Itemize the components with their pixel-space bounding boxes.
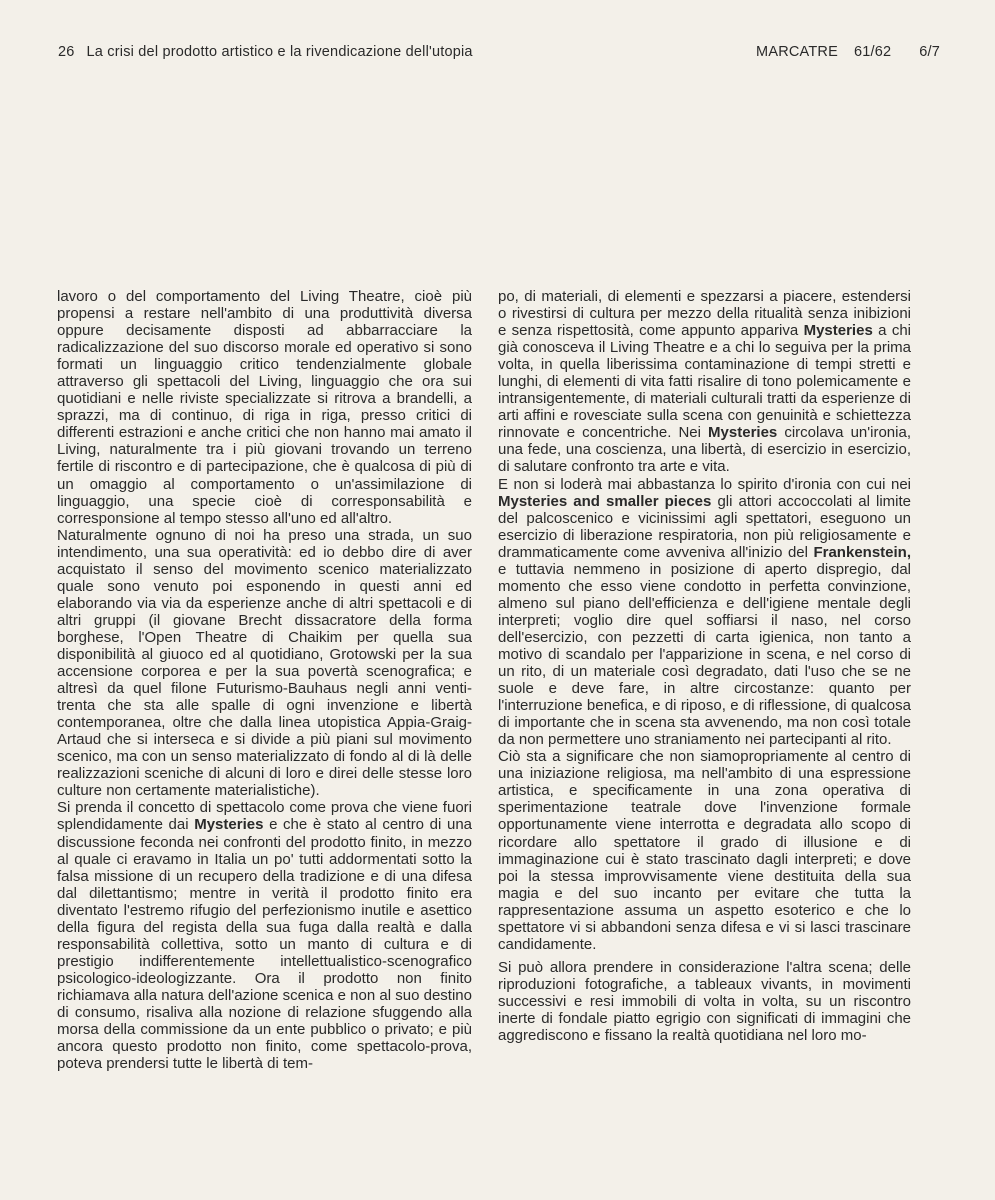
paragraph: Ciò sta a significare che non siamopropriamente al centro di una iniziazione religiosa, ma nell'ambito di una espressione artistica, e specificamente in una zona operativa di sperimentazione teatrale dove l'invenzione formale opportunamente viene interrotta e degradata allo scopo di ricordare allo spettatore il grado di illusione e di immaginazione cui è stato trascinato dagli interpreti; e dove poi la stessa improvvisamente viene destituita della sua magia e del suo incanto per evitare che tutta la rappresentazione assuma un aspetto esoterico e che lo spettatore vi si abbandoni senza difesa e vi si lasci trascinare candidamente. (498, 748, 911, 953)
issue-number: 61/62 (853, 44, 892, 60)
text-run: gli attori accoccolati al limite del palcoscenico e vicinissimi agli spettatori, eseguono un esercizio di liberazione respiratoria, non più religiosamente e drammaticamente come avveniva all'inizio del (498, 492, 911, 561)
text-run: E non si loderà mai abbastanza lo spirito d'ironia con cui nei (498, 475, 911, 493)
text-run: Si prenda il concetto di spettacolo come prova che viene fuori splendidamente dai (57, 799, 472, 834)
paragraph: lavoro o del comportamento del Living Theatre, cioè più propensi a restare nell'ambito di una produttività diversa oppure decisamente disposti ad abbarracciare la radicalizzazione del suo discorso morale ed operativo si sono formati un linguaggio critico tendenzialmente globale attraverso gli spettacoli del Living, linguaggio che ora sui quotidiani e nelle riviste specializzate si ritrova a brandelli, a sprazzi, ma di continuo, di riga in riga, presso critici di differenti estrazioni e anche critici che non hanno mai amato il Living, naturalmente tra i più giovani trovando un terreno fertile di riscontro e di partecipazione, che è qualcosa di più di un omaggio al comportamento o un'assimilazione di linguaggio, una specie cioè di corresponsabilità e corresponsione al tempo stesso all'uno ed all'altro. (57, 288, 472, 527)
bold-title: Frankenstein, (813, 543, 911, 561)
text-run: e tuttavia nemmeno in posizione di aperto dispregio, dal momento che esso viene condotto in perfetta convinzione, almeno sul piano dell'efficienza e dell'igiene mentale degli interpreti; voglio dire quel soffiarsi il naso, nel corso dell'esercizio, con pezzetti di carta igienica, non tanto a motivo di scandalo per l'apparizione in scena, e nel corso di un rito, di un materiale così degradato, dati l'uso che se ne suole e deve fare, in altre circostanze: quanto per l'interruzione benefica, e di riposo, e di riflessione, di qualcosa di importante che in scena sta avvenendo, ma non così totale da non permettere uno straniamento nei partecipanti al rito. (498, 560, 911, 749)
magazine-name: MARCATRE (756, 44, 838, 60)
paragraph (498, 288, 911, 476)
text-run: circolava un'ironia, una fede, una coscienza, una libertà, di esercizio in esercizio, di salutare confronto tra arte e vita. (498, 424, 911, 476)
header-left (58, 44, 473, 60)
header-right (756, 44, 940, 60)
issue-extra: 6/7 (919, 44, 940, 60)
bold-title: Mysteries (708, 424, 778, 442)
paragraph (498, 476, 911, 749)
text-run: po, di materiali, di elementi e spezzarsi a piacere, estendersi o rivestirsi di cultura per mezzo della ritualità senza inibizioni e senza rispettosità, come appunto appariva (498, 288, 911, 340)
bold-title: Mysteries and smaller pieces (498, 492, 712, 510)
paragraph: Naturalmente ognuno di noi ha preso una strada, un suo intendimento, una sua operatività: ed io debbo dire di aver acquistato il senso del movimento scenico materializzato quale sono venuto poi esponendo in questi anni ed elaborando via via da esperienze anche di altri spettacoli e di altri gruppi (il giovane Brecht dissacratore della forma borghese, l'Open Theatre di Chaikim per quella sua disponibilità al giuoco ed al quotidiano, Grotowski per la sua accensione corporea e per la sua povertà scenografica; e altresì da quel filone Futurismo-Bauhaus negli anni venti-trenta che sta alle spalle di ogni invenzione e libertà contemporanea, oltre che dalla linea utopistica Appia-Graig-Artaud che si interseca e si divide a più piani sul movimento scenico, ma con un senso materializzato di fondo al di là delle realizzazioni sceniche di alcuni di loro e direi delle stesse loro culture non certamente materialistiche). (57, 526, 472, 800)
text-run: a chi già conosceva il Living Theatre e a chi lo seguiva per la prima volta, in quella liberissima contaminazione di tempi stretti e lunghi, di elementi di vita fatti risalire di tono polemicamente e intransigentemente, di materiali culturali tratti da esperienze di arti affini e rovesciate sulla scena con genuinità e schiettezza rinnovate e concentriche. Nei (498, 322, 912, 442)
paragraph: Si può allora prendere in considerazione l'altra scena; delle riproduzioni fotografiche, a tableaux vivants, in movimenti successivi e resi immobili di volta in volta, su un riscontro inerte di fondale piatto egrigio con significati di immagini che aggrediscono e fissano la realtà quotidiana nel loro mo- (498, 958, 911, 1045)
right-column (498, 288, 911, 1044)
text-run: e che è stato al centro di una discussione feconda nei confronti del prodotto finito, in mezzo al quale ci eravamo in Italia un po' tutti addormentati sotto la falsa missione di un recupero della tradizione e di una difesa dal dilettantismo; mentre in verità il prodotto finito era diventato l'estremo rifugio del perfezionismo inutile e asettico della figura del regista della sua fuga dalla realtà e dalla responsabilità collettiva, sotto un manto di cultura e di prestigio indifferentemente intellettualistico-scenografico psicologico-ideologizzante. Ora il prodotto non finito richiamava alla natura dell'azione scenica e non al suo destino di consumo, risaliva alla nozione di relazione sfuggendo alla morsa della commissione da un ente pubblico o privato; e più ancora questo prodotto non finito, come spettacolo-prova, poteva prendersi tutte le libertà di tem- (57, 816, 473, 1073)
page-number: 26 (58, 44, 75, 60)
article-title: La crisi del prodotto artistico e la rivendicazione dell'utopia (86, 44, 473, 60)
left-column (57, 288, 472, 1072)
paragraph (57, 799, 472, 1072)
bold-title: Mysteries (803, 322, 873, 340)
running-header (58, 44, 940, 66)
bold-title: Mysteries (194, 816, 264, 834)
